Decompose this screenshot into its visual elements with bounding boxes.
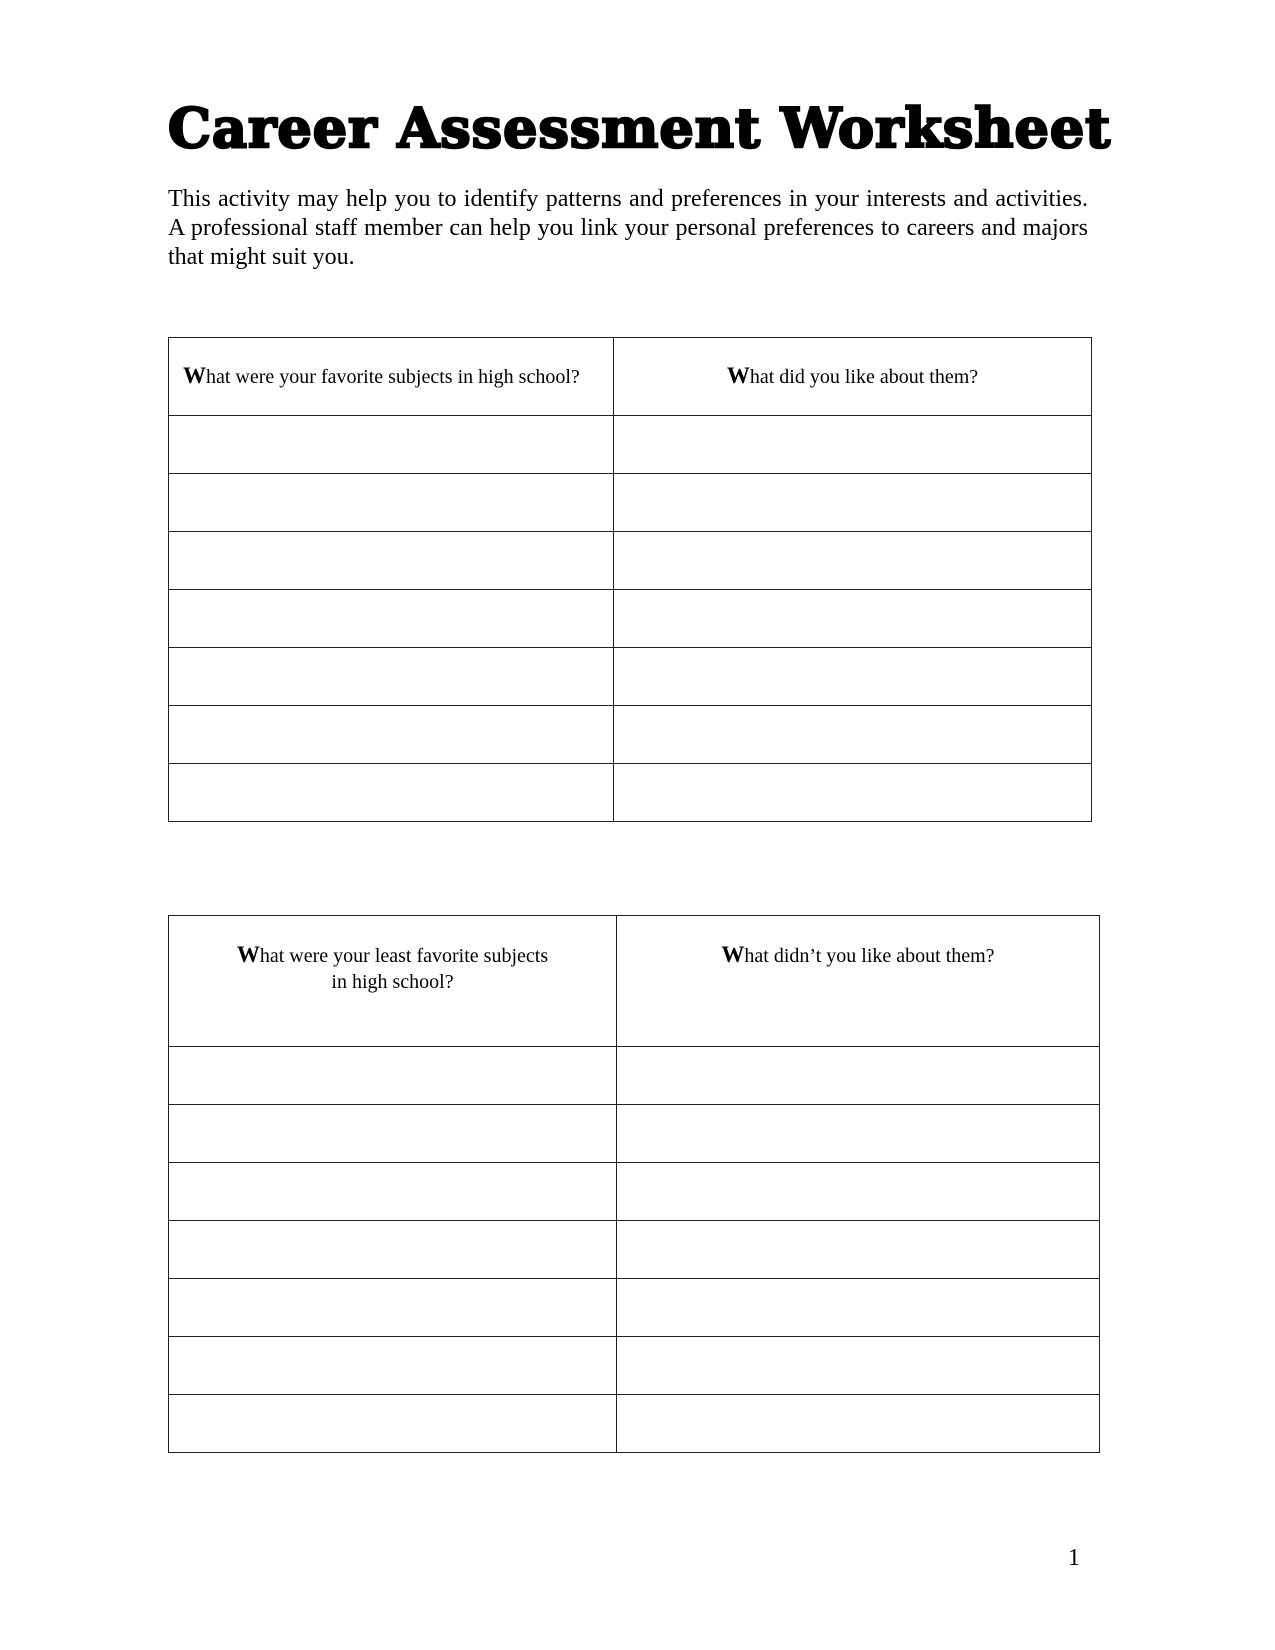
table-row — [169, 1163, 1100, 1221]
table-row — [169, 706, 1092, 764]
least-favorite-subject-cell — [169, 1395, 617, 1453]
liked-reason-input[interactable] — [614, 474, 1091, 531]
liked-about-header: What did you like about them? — [614, 338, 1092, 416]
disliked-reason-input[interactable] — [617, 1279, 1099, 1336]
table-row — [169, 1047, 1100, 1105]
least-favorite-subject-cell — [169, 1047, 617, 1105]
liked-reason-input[interactable] — [614, 648, 1091, 705]
favorite-subject-cell — [169, 532, 614, 590]
least-favorite-subject-input[interactable] — [169, 1279, 616, 1336]
liked-reason-cell — [614, 474, 1092, 532]
favorite-subject-input[interactable] — [169, 590, 613, 647]
table-row — [169, 532, 1092, 590]
favorite-subject-cell — [169, 590, 614, 648]
table-row — [169, 1337, 1100, 1395]
least-favorite-subject-input[interactable] — [169, 1105, 616, 1162]
favorite-subject-cell — [169, 416, 614, 474]
disliked-reason-input[interactable] — [617, 1163, 1099, 1220]
disliked-reason-cell — [617, 1221, 1100, 1279]
liked-reason-input[interactable] — [614, 532, 1091, 589]
least-favorite-subject-input[interactable] — [169, 1395, 616, 1452]
disliked-reason-cell — [617, 1105, 1100, 1163]
disliked-reason-input[interactable] — [617, 1337, 1099, 1394]
least-favorite-subject-cell — [169, 1105, 617, 1163]
disliked-reason-cell — [617, 1047, 1100, 1105]
favorite-subject-cell — [169, 764, 614, 822]
intro-paragraph: This activity may help you to identify patterns and preferences in your interests and activities. A professional staff member can help you link your personal preferences to careers and majors that might suit you. — [168, 186, 1088, 270]
favorite-subjects-table — [168, 337, 1092, 822]
favorite-subject-input[interactable] — [169, 474, 613, 531]
liked-reason-cell — [614, 590, 1092, 648]
disliked-reason-cell — [617, 1337, 1100, 1395]
favorite-subject-input[interactable] — [169, 416, 613, 473]
liked-reason-input[interactable] — [614, 764, 1091, 821]
favorite-subject-cell — [169, 648, 614, 706]
liked-reason-input[interactable] — [614, 706, 1091, 763]
least-favorite-subject-input[interactable] — [169, 1221, 616, 1278]
disliked-reason-input[interactable] — [617, 1395, 1099, 1452]
liked-reason-cell — [614, 706, 1092, 764]
table-row — [169, 416, 1092, 474]
least-favorite-subjects-header: What were your least favorite subjects in high school? — [169, 916, 617, 1047]
disliked-reason-input[interactable] — [617, 1047, 1099, 1104]
disliked-reason-cell — [617, 1395, 1100, 1453]
favorite-subject-cell — [169, 706, 614, 764]
liked-reason-cell — [614, 416, 1092, 474]
favorite-subjects-header: What were your favorite subjects in high school? — [169, 338, 614, 416]
liked-reason-input[interactable] — [614, 416, 1091, 473]
disliked-reason-cell — [617, 1163, 1100, 1221]
favorite-subject-input[interactable] — [169, 764, 613, 821]
table-row — [169, 1221, 1100, 1279]
least-favorite-subject-cell — [169, 1279, 617, 1337]
disliked-about-header: What didn’t you like about them? — [617, 916, 1100, 1047]
table-row — [169, 764, 1092, 822]
table-row — [169, 1279, 1100, 1337]
table-row — [169, 474, 1092, 532]
table-row — [169, 1105, 1100, 1163]
table-header-row — [169, 338, 1092, 416]
table-header-row — [169, 916, 1100, 1047]
favorite-subject-input[interactable] — [169, 648, 613, 705]
page-number: 1 — [1068, 1545, 1080, 1571]
least-favorite-subject-input[interactable] — [169, 1337, 616, 1394]
liked-reason-cell — [614, 648, 1092, 706]
favorite-subject-cell — [169, 474, 614, 532]
page-title: Career Assessment Worksheet — [168, 96, 1112, 160]
disliked-reason-input[interactable] — [617, 1105, 1099, 1162]
liked-reason-cell — [614, 764, 1092, 822]
least-favorite-subject-input[interactable] — [169, 1047, 616, 1104]
table-row — [169, 590, 1092, 648]
disliked-reason-input[interactable] — [617, 1221, 1099, 1278]
liked-reason-input[interactable] — [614, 590, 1091, 647]
table-row — [169, 1395, 1100, 1453]
least-favorite-subject-cell — [169, 1337, 617, 1395]
least-favorite-subject-cell — [169, 1221, 617, 1279]
favorite-subject-input[interactable] — [169, 706, 613, 763]
liked-reason-cell — [614, 532, 1092, 590]
least-favorite-subject-cell — [169, 1163, 617, 1221]
least-favorite-subjects-table — [168, 915, 1100, 1453]
table-row — [169, 648, 1092, 706]
least-favorite-subject-input[interactable] — [169, 1163, 616, 1220]
disliked-reason-cell — [617, 1279, 1100, 1337]
favorite-subject-input[interactable] — [169, 532, 613, 589]
